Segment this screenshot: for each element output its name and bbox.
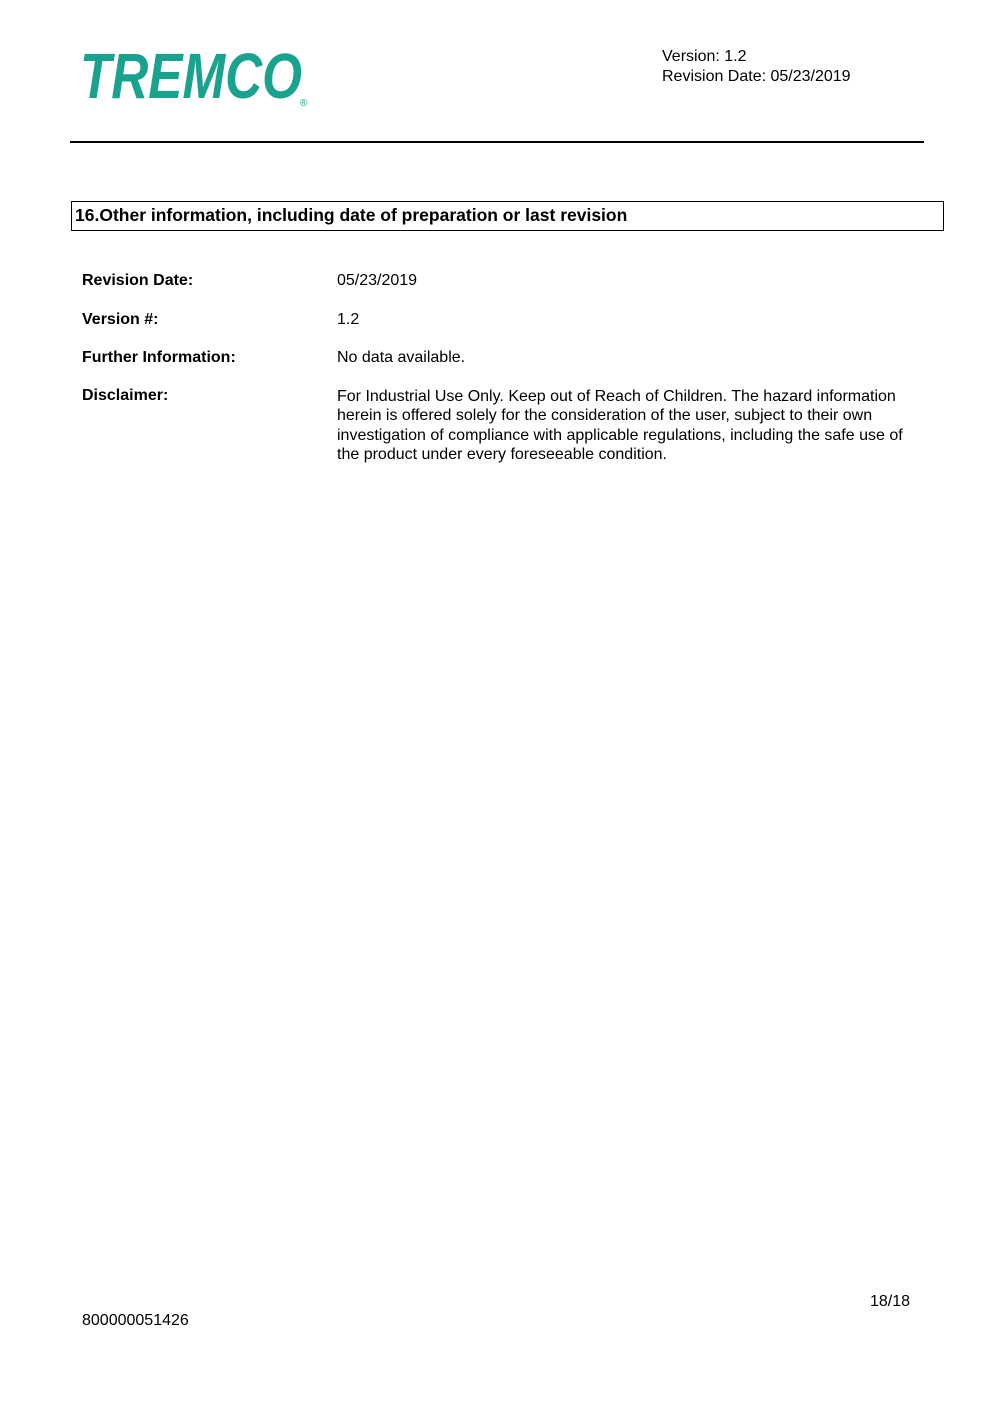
registered-mark: ® (300, 98, 308, 109)
section-heading-box (71, 201, 944, 231)
version-line: Version: 1.2 (662, 48, 747, 65)
section-title: 16.Other information, including date of preparation or last revision (75, 205, 628, 225)
header-meta (662, 47, 851, 86)
further-information-value: No data available. (337, 349, 466, 366)
document-number: 800000051426 (82, 1312, 189, 1329)
further-information-label: Further Information: (82, 349, 236, 366)
disclaimer-label: Disclaimer: (82, 387, 169, 404)
logo-wordmark: TREMCO (80, 40, 302, 110)
version-label: Version #: (82, 311, 159, 328)
revision-date-value: 05/23/2019 (337, 272, 418, 289)
page-number: 18/18 (870, 1293, 911, 1310)
version-value: 1.2 (337, 311, 360, 328)
revision-date-label: Revision Date: (82, 272, 194, 289)
header-divider (70, 141, 924, 143)
tremco-logo (78, 40, 318, 110)
revision-date-line: Revision Date: 05/23/2019 (662, 67, 851, 85)
disclaimer-text: For Industrial Use Only. Keep out of Reach of Children. The hazard information herein is offered solely for the consideration of the user, subject to their own investigation of compliance with applicable regulations, including the safe use of the product under every foreseeable condition. (337, 388, 903, 464)
